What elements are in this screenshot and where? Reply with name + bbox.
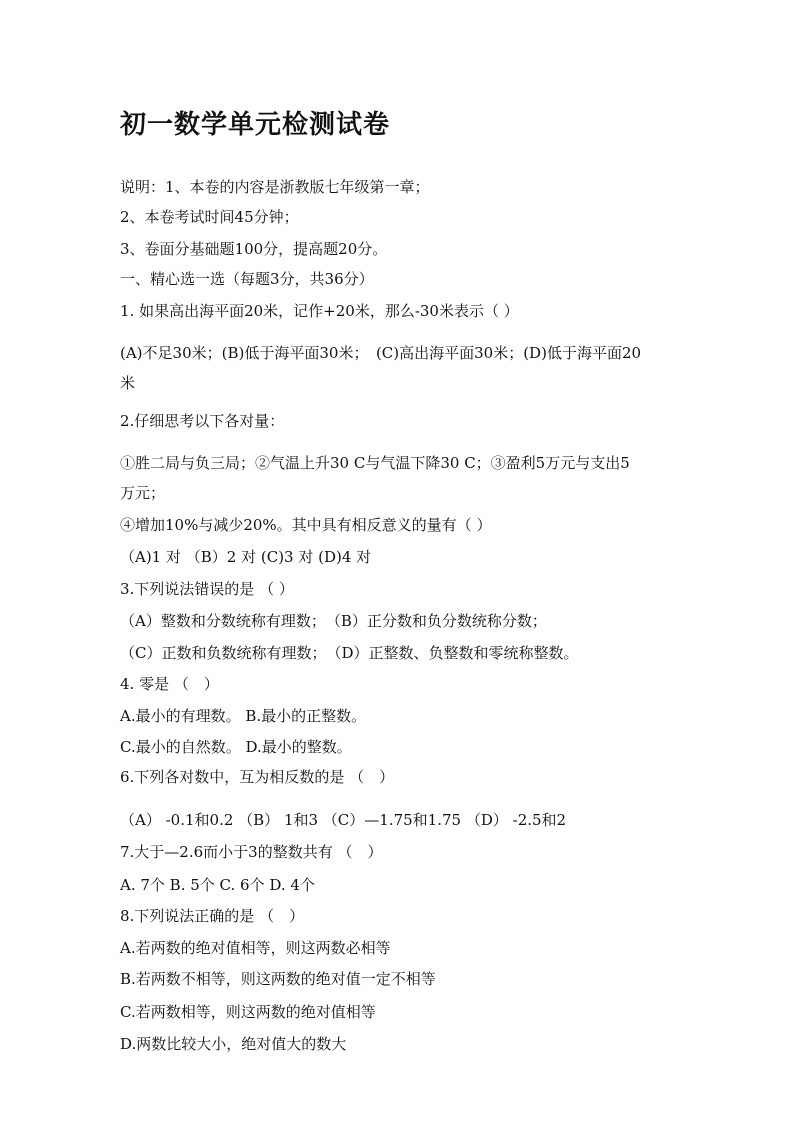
question-6-stem: 6.下列各对数中，互为相反数的是 （ ） — [120, 768, 395, 786]
question-8-option-a: A.若两数的绝对值相等，则这两数必相等 — [120, 939, 391, 957]
question-3-stem: 3.下列说法错误的是 （ ） — [120, 580, 294, 598]
section-heading: 一、精心选一选（每题3分，共36分） — [120, 270, 374, 288]
question-8-option-c: C.若两数相等，则这两数的绝对值相等 — [120, 1003, 376, 1021]
question-2-item-line-4: ④增加10%与减少20%。其中具有相反意义的量有（ ） — [120, 516, 492, 534]
question-8-stem: 8.下列说法正确的是 （ ） — [120, 907, 305, 925]
question-1-options-wrap: 米 — [120, 374, 136, 392]
question-2-item-line: ①胜二局与负三局；②气温上升30 C与气温下降30 C；③盈利5万元与支出5 — [120, 454, 630, 472]
question-8-option-d: D.两数比较大小，绝对值大的数大 — [120, 1035, 347, 1053]
question-3-options-cd: （C）正数和负数统称有理数； （D）正整数、负整数和零统称整数。 — [120, 644, 579, 662]
question-2-stem: 2.仔细思考以下各对量： — [120, 412, 285, 430]
question-1-stem: 1. 如果高出海平面20米，记作+20米，那么-30米表示（ ） — [120, 302, 519, 320]
question-3-options-ab: （A）整数和分数统称有理数； （B）正分数和负分数统称分数； — [120, 612, 547, 630]
question-1-options: (A)不足30米；(B)低于海平面30米； (C)高出海平面30米；(D)低于海平面20 — [120, 344, 642, 362]
question-7-options: A. 7个 B. 5个 C. 6个 D. 4个 — [120, 876, 315, 894]
instruction-2: 2、本卷考试时间45分钟； — [120, 208, 299, 226]
instruction-1: 说明：1、本卷的内容是浙教版七年级第一章； — [120, 178, 430, 196]
question-7-stem: 7.大于—2.6而小于3的整数共有 （ ） — [120, 843, 383, 861]
instruction-3: 3、卷面分基础题100分，提高题20分。 — [120, 240, 388, 258]
question-2-options: （A)1 对 （B）2 对 (C)3 对 (D)4 对 — [120, 548, 372, 566]
question-4-stem: 4. 零是 （ ） — [120, 675, 219, 693]
question-2-item-line-wrap: 万元； — [120, 484, 166, 502]
question-4-options-ab: A.最小的有理数。 B.最小的正整数。 — [120, 707, 367, 725]
page-title: 初一数学单元检测试卷 — [120, 110, 391, 140]
question-8-option-b: B.若两数不相等，则这两数的绝对值一定不相等 — [120, 970, 436, 988]
question-4-options-cd: C.最小的自然数。 D.最小的整数。 — [120, 738, 352, 756]
question-6-options: （A） -0.1和0.2 （B） 1和3 （C）—1.75和1.75 （D） -2.5和2 — [120, 811, 567, 829]
